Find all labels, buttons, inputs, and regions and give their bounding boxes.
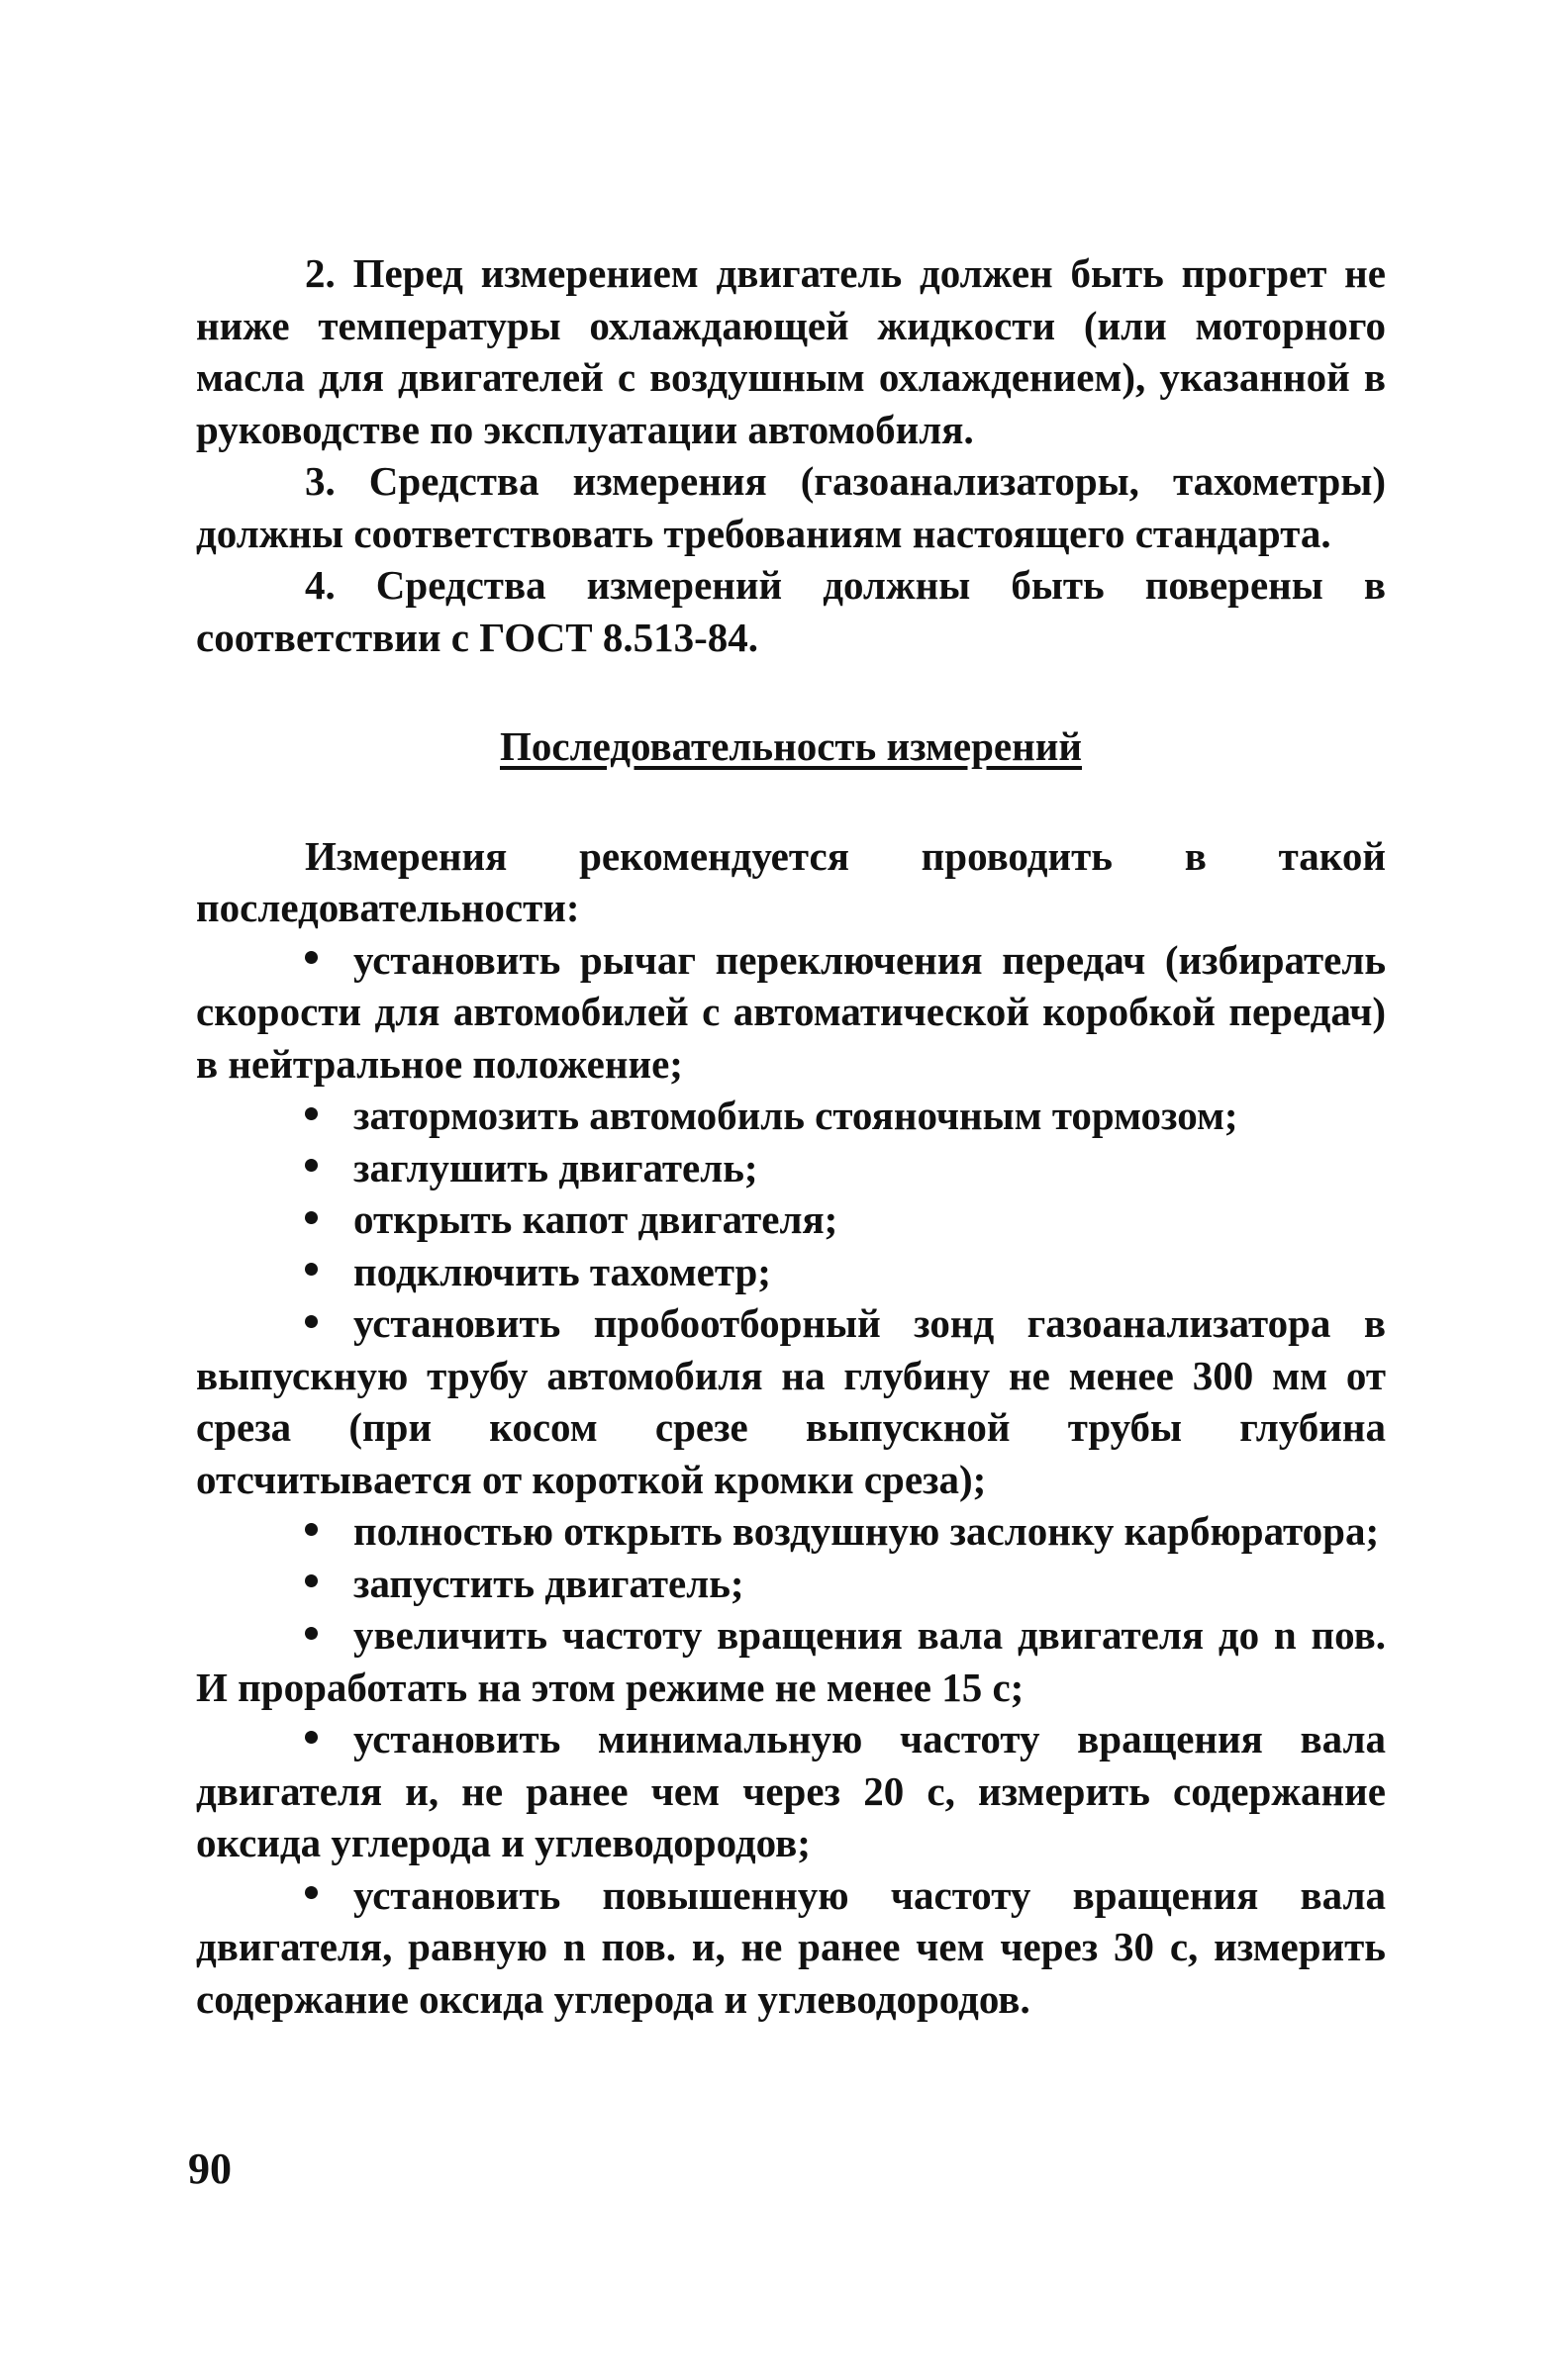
list-item: установить минимальную частоту вращения вала двигателя и, не ранее чем через 20 с, измерить содержание оксида углерода и углеводородов; — [196, 1716, 1386, 1865]
list-item: полностью открыть воздушную заслонку карбюратора; — [196, 1505, 1386, 1558]
list-item: установить повышенную частоту вращения вала двигателя, равную n пов. и, не ранее чем через 30 с, измерить содержание оксида углерода и углеводородов. — [196, 1871, 1386, 2022]
bullet-icon — [305, 1159, 318, 1172]
bullet-icon — [305, 1886, 318, 1899]
bullet-icon — [305, 1315, 318, 1328]
list-item: запустить двигатель; — [196, 1558, 1386, 1610]
list-item: установить пробоотборный зонд газоанализатора в выпускную трубу автомобиля на глубину не менее 300 мм от среза (при косом срезе выпускной трубы глубина отсчитывается от короткой кромки среза); — [196, 1300, 1386, 1502]
list-item: подключить тахометр; — [196, 1246, 1386, 1298]
bullet-icon — [305, 1627, 318, 1640]
bullet-icon — [305, 1731, 318, 1744]
bullet-icon — [305, 1523, 318, 1536]
list-item: увеличить частоту вращения вала двигателя до n пов. И проработать на этом режиме не менее 15 с; — [196, 1612, 1386, 1710]
bullet-icon — [305, 1574, 318, 1587]
body-text — [196, 247, 1386, 2025]
list-item: установить рычаг переключения передач (избиратель скорости для автомобилей с автоматической коробкой передач) в нейтральное положение; — [196, 936, 1386, 1087]
list-item: затормозить автомобиль стояночным тормозом; — [196, 1090, 1386, 1142]
paragraph-item-4: 4. Средства измерений должны быть поверены в соответствии с ГОСТ 8.513-84. — [196, 562, 1386, 660]
list-item: открыть капот двигателя; — [196, 1193, 1386, 1246]
intro-paragraph: Измерения рекомендуется проводить в такой последовательности: — [196, 832, 1386, 930]
steps-list — [196, 934, 1386, 2026]
bullet-icon — [305, 951, 318, 964]
paragraph-item-3: 3. Средства измерения (газоанализаторы, тахометры) должны соответствовать требованиям настоящего стандарта. — [196, 458, 1386, 556]
paragraph-item-2: 2. Перед измерением двигатель должен быть прогрет не ниже температуры охлаждающей жидкости (или моторного масла для двигателей с воздушным охлаждением), указанной в руководстве по эксплуатации автомобиля. — [196, 250, 1386, 452]
bullet-icon — [305, 1211, 318, 1224]
bullet-icon — [305, 1107, 318, 1120]
section-heading: Последовательность измерений — [500, 723, 1082, 769]
bullet-icon — [305, 1263, 318, 1276]
page-number: 90 — [188, 2144, 232, 2193]
list-item: заглушить двигатель; — [196, 1142, 1386, 1194]
